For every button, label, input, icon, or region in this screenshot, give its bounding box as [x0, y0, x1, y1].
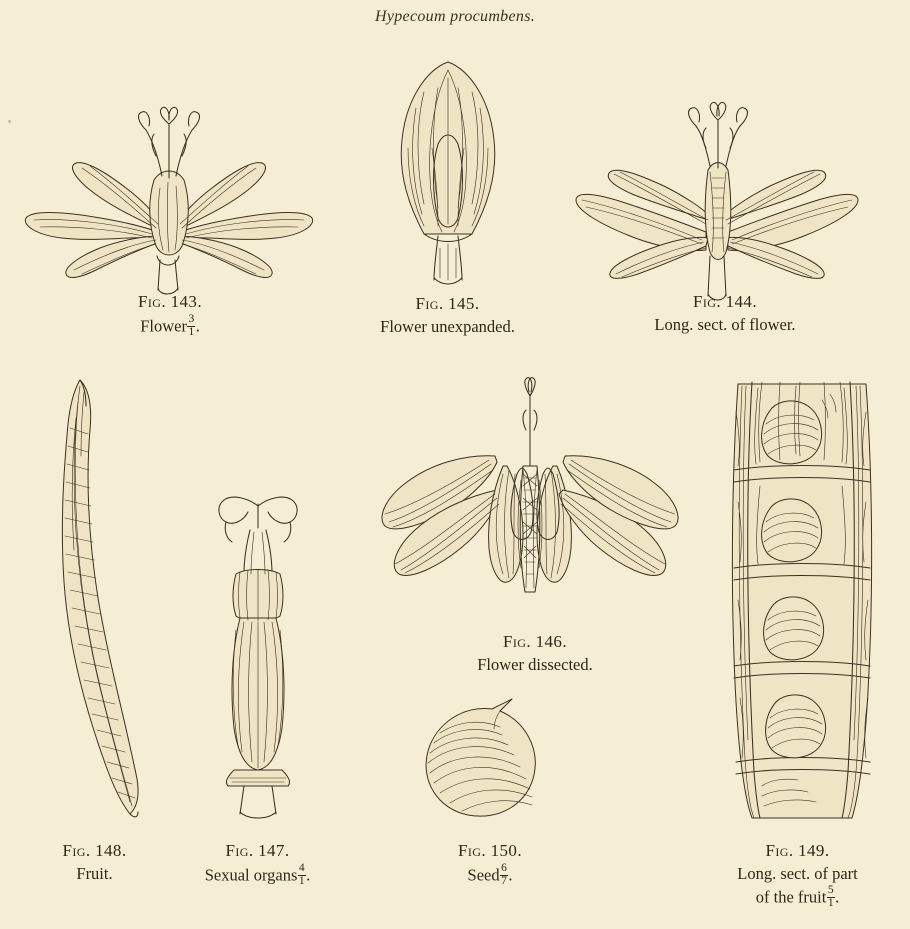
figure-144-label: Long. sect. of flower. [654, 314, 796, 334]
figure-145-label: Flower unexpanded. [380, 316, 515, 336]
figure-149-label-line2: of the fruit [755, 887, 827, 907]
figure-147 [170, 470, 345, 820]
figure-149-number: Fig. 149. [765, 841, 830, 860]
figure-150-caption-suffix: . [508, 865, 513, 885]
flower-longitudinal-section-icon [560, 60, 890, 285]
figure-144-caption [560, 291, 890, 336]
figure-146-caption [345, 631, 725, 676]
figure-147-number: Fig. 147. [225, 841, 290, 860]
figure-150 [400, 695, 580, 825]
plate-title: Hypecoum procumbens. [374, 8, 536, 25]
figure-143-label: Flower [140, 316, 187, 336]
dissected-flower-icon [345, 370, 725, 625]
figure-143-caption [10, 291, 330, 338]
figure-148-number: Fig. 148. [62, 841, 127, 860]
figure-149 [700, 372, 900, 822]
figure-145 [320, 48, 575, 338]
figure-144 [560, 60, 890, 336]
figure-145-number: Fig. 145. [415, 294, 480, 313]
figure-149-label-line1: Long. sect. of part [737, 863, 858, 883]
figure-146 [345, 370, 725, 676]
figure-144-number: Fig. 144. [693, 292, 757, 311]
figure-150-scale: $\frac{6}{7}$ [501, 861, 507, 887]
figure-148-label: Fruit. [76, 863, 113, 883]
figure-150-caption [400, 840, 580, 887]
flower-front-view-icon [10, 60, 330, 285]
figure-149-caption-suffix: . [835, 887, 840, 907]
figure-147-label: Sexual organs [204, 865, 298, 885]
figure-143-number: Fig. 143. [138, 292, 202, 311]
figure-150-number: Fig. 150. [458, 841, 522, 860]
figure-150-label: Seed [467, 865, 500, 885]
figure-147-caption-suffix: . [306, 865, 311, 885]
fruit-longitudinal-section-icon [700, 372, 900, 822]
figure-146-label: Flower dissected. [477, 654, 593, 674]
figure-148-caption [12, 840, 177, 885]
figure-149-caption [690, 840, 905, 910]
figure-143 [10, 60, 330, 338]
figure-149-scale: $\frac{5}{1}$ [827, 884, 834, 909]
figure-143-scale: $\frac{3}{1}$ [188, 312, 195, 338]
figure-143-caption-suffix: . [195, 316, 200, 336]
pistil-and-stamens-icon [170, 470, 345, 820]
seed-icon [400, 695, 580, 825]
flower-bud-icon [320, 48, 575, 285]
figure-147-caption [160, 840, 355, 887]
figure-147-scale: $\frac{4}{1}$ [298, 861, 305, 887]
figure-146-number: Fig. 146. [503, 632, 567, 651]
figure-145-caption [320, 293, 575, 338]
